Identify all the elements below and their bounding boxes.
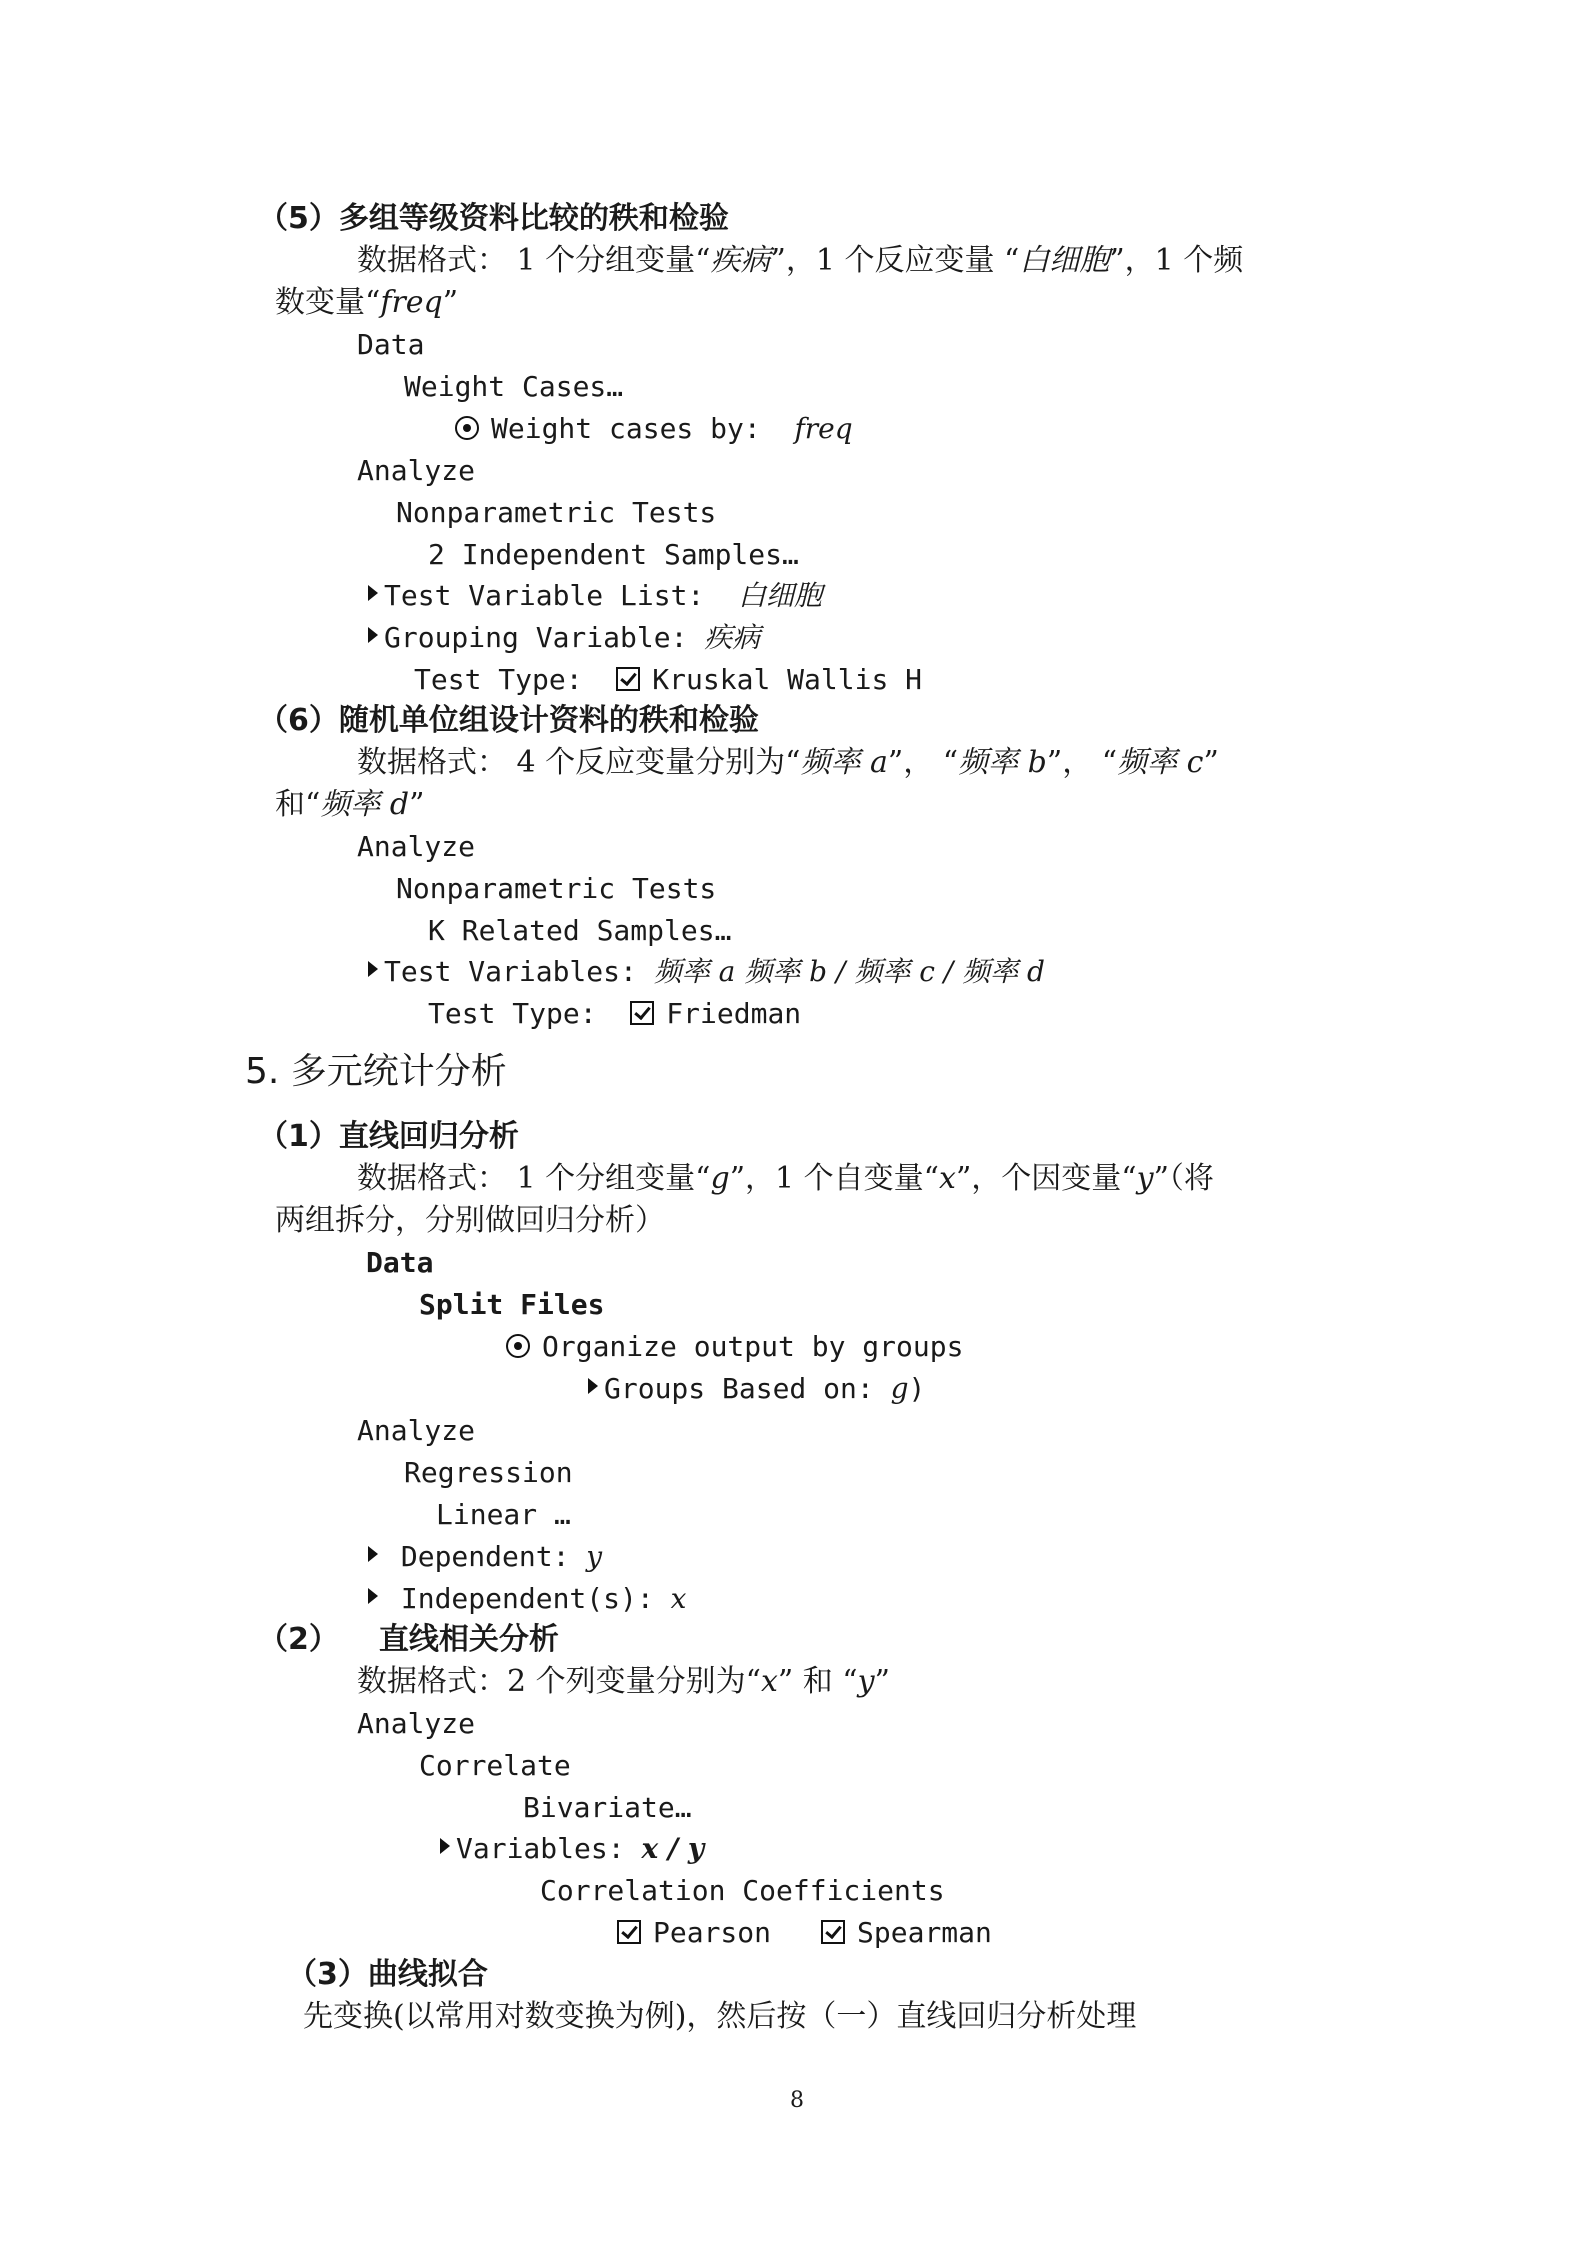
s5-weight-cases-by: Weight cases by: freq [455,410,853,448]
r1-menu-analyze: Analyze [357,1414,476,1447]
section-6-heading: （6）随机单位组设计资料的秩和检验 [258,703,759,738]
checkbox-checked-icon [617,1920,641,1944]
s5-test-variable-list: Test Variable List: 白细胞 [368,577,822,615]
r2-heading: （2） 直线相关分析 [258,1622,559,1657]
page-number: 8 [790,2088,804,2113]
r2-variables: Variables: x / y [440,1830,704,1868]
checkbox-checked-icon [630,1001,654,1025]
checkbox-checked-icon [616,667,640,691]
arrow-right-icon [368,961,378,977]
r1-menu-split-files: Split Files [419,1288,605,1321]
r1-organize-output: Organize output by groups [506,1328,963,1366]
s6-menu-nonparametric: Nonparametric Tests [396,872,717,905]
r3-heading: （3）曲线拟合 [287,1957,488,1992]
arrow-right-icon [368,1546,378,1562]
s5-format-line-1: 数据格式： 1 个分组变量“疾病”，1 个反应变量 “白细胞”，1 个频 [357,243,1244,278]
r2-menu-bivariate: Bivariate… [523,1791,692,1824]
r2-menu-analyze: Analyze [357,1707,476,1740]
s5-format-line-2: 数变量“freq” [275,285,459,320]
s6-menu-k-related: K Related Samples… [428,914,732,947]
r3-text: 先变换(以常用对数变换为例)，然后按（一）直线回归分析处理 [303,1999,1137,2034]
r1-menu-regression: Regression [404,1456,573,1489]
r1-format-line-1: 数据格式： 1 个分组变量“g”，1 个自变量“x”，个因变量“y”（将 [357,1161,1214,1196]
r1-menu-data: Data [366,1246,434,1279]
checkbox-checked-icon [821,1920,845,1944]
r1-heading: （1）直线回归分析 [258,1119,519,1154]
arrow-right-icon [368,627,378,643]
arrow-right-icon [368,585,378,601]
arrow-right-icon [368,1588,378,1604]
s5-test-type: Test Type: Kruskal Wallis H [414,663,923,696]
arrow-right-icon [440,1838,450,1854]
s6-test-variables: Test Variables: 频率 a 频率 b / 频率 c / 频率 d [368,953,1045,991]
section-5-heading: （5）多组等级资料比较的秩和检验 [258,201,729,236]
s5-menu-weight-cases: Weight Cases… [404,370,624,403]
s6-menu-analyze: Analyze [357,830,476,863]
s6-test-type: Test Type: Friedman [428,997,802,1030]
r1-format-line-2: 两组拆分，分别做回归分析） [275,1203,665,1238]
s6-format-line-1: 数据格式： 4 个反应变量分别为“频率 a”， “频率 b”， “频率 c” [357,745,1219,780]
section-5-title: 5. 多元统计分析 [245,1051,507,1092]
s5-menu-data: Data [357,328,425,361]
s5-grouping-variable: Grouping Variable: 疾病 [368,619,760,657]
r1-groups-based-on: Groups Based on: g) [588,1370,925,1408]
r2-menu-correlate: Correlate [419,1749,571,1782]
r2-format-line: 数据格式：2 个列变量分别为“x” 和 “y” [357,1664,890,1699]
r2-coefficient-options: Pearson Spearman [617,1914,992,1952]
s5-menu-nonparametric: Nonparametric Tests [396,496,717,529]
r1-independent: Independent(s): x [368,1580,686,1618]
r2-correlation-coefficients: Correlation Coefficients [540,1874,945,1907]
s5-menu-analyze: Analyze [357,454,476,487]
radio-selected-icon [506,1334,530,1358]
radio-selected-icon [455,416,479,440]
r1-menu-linear: Linear … [436,1498,571,1531]
arrow-right-icon [588,1378,598,1394]
s6-format-line-2: 和“频率 d” [275,787,425,822]
r1-dependent: Dependent: y [368,1538,602,1576]
s5-menu-2-independent: 2 Independent Samples… [428,538,799,571]
